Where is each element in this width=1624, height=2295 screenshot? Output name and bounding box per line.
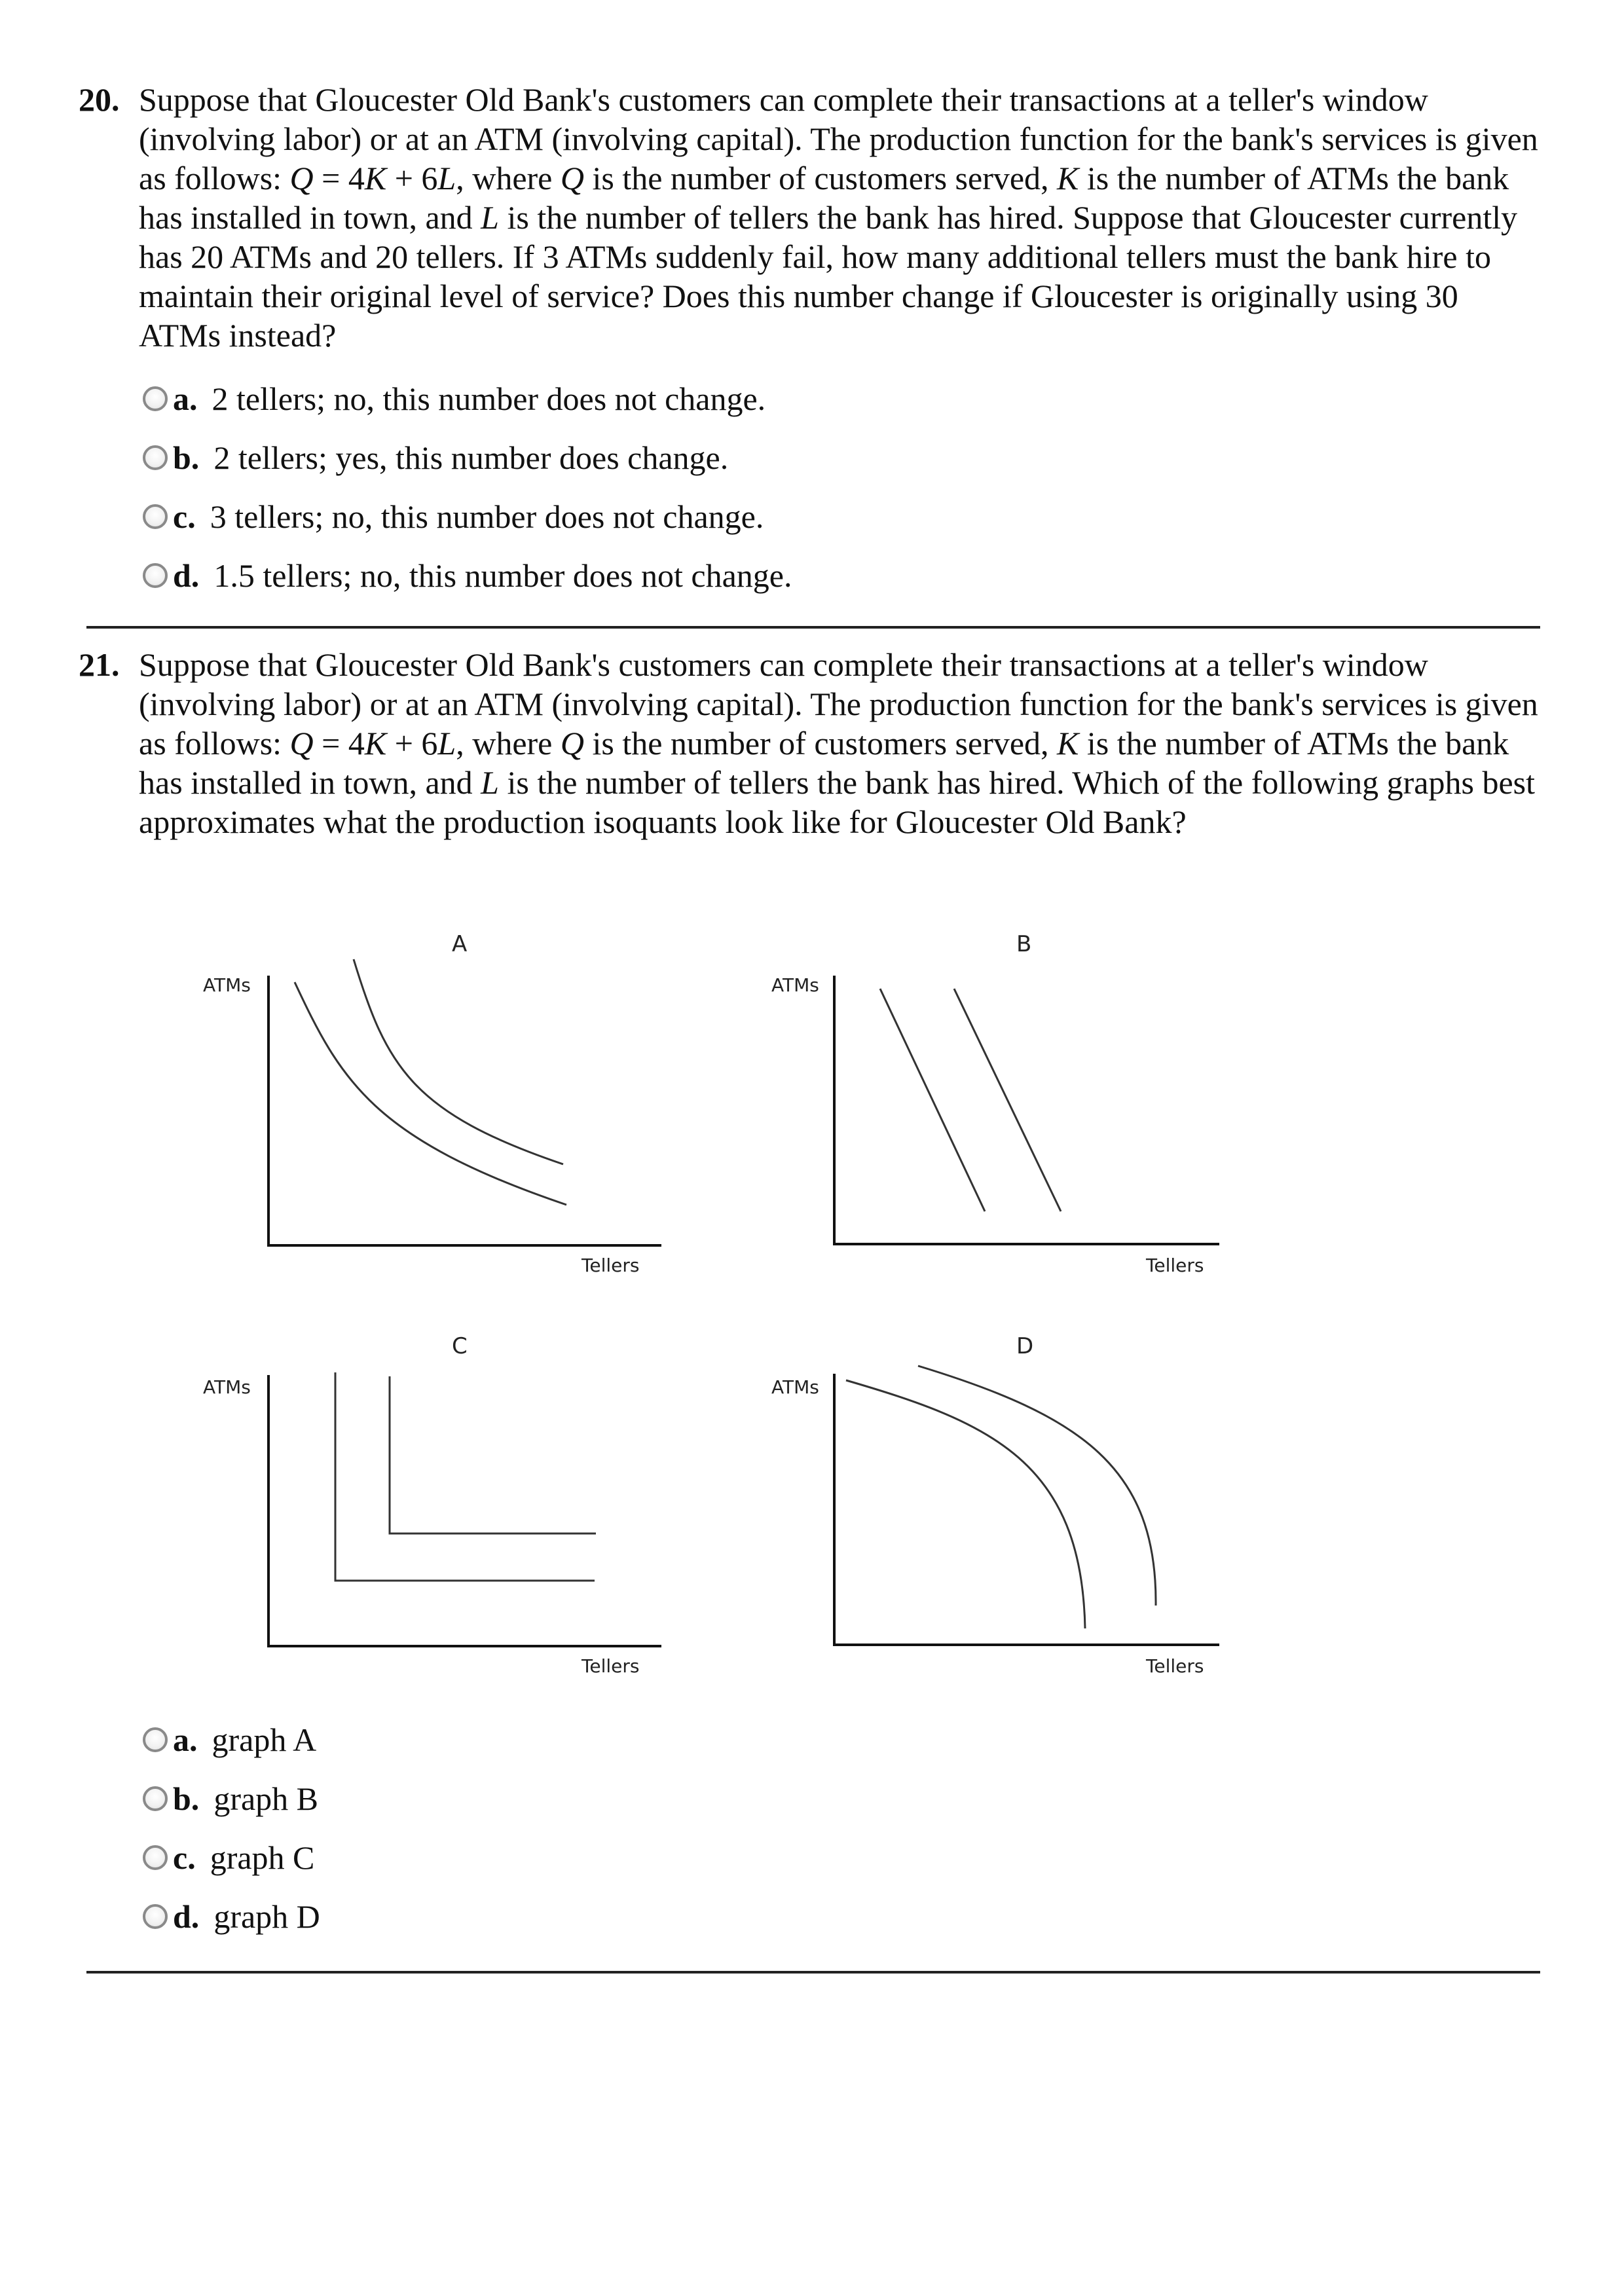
y-axis-label: ATMs: [203, 1376, 251, 1398]
graph-title: A: [452, 931, 468, 957]
graph-a: [190, 923, 688, 1290]
option-d[interactable]: [143, 1887, 1545, 1946]
option-c[interactable]: [143, 487, 1545, 546]
option-letter: c.: [173, 1839, 196, 1876]
option-text: 1.5 tellers; no, this number does not change.: [213, 557, 792, 594]
option-c[interactable]: [143, 1828, 1545, 1887]
radio-button[interactable]: [143, 504, 168, 529]
radio-button[interactable]: [143, 563, 168, 588]
option-d[interactable]: [143, 546, 1545, 605]
x-axis-label: Tellers: [1146, 1655, 1204, 1677]
question-text: Suppose that Gloucester Old Bank's customers can complete their transactions at a teller's window (involving labor) or at an ATM (involving capital). The production function for the bank's services is given as follows: Q = 4K + 6L, where Q is the number of customers served, K is the number of ATMs the bank has installed in town, and L is the number of tellers the bank has hired. Which of the following graphs best approximates what the production isoquants look like for Gloucester Old Bank?: [139, 646, 1538, 840]
graph-c: [190, 1324, 688, 1691]
radio-button[interactable]: [143, 1904, 168, 1929]
graph-title: B: [1016, 931, 1032, 957]
question-20: [79, 80, 1545, 605]
option-a[interactable]: [143, 369, 1545, 428]
isoquant-corner: [390, 1376, 596, 1533]
question-text: Suppose that Gloucester Old Bank's customers can complete their transactions at a teller's window (involving labor) or at an ATM (involving capital). The production function for the bank's services is given as follows: Q = 4K + 6L, where Q is the number of customers served, K is the number of ATMs the bank has installed in town, and L is the number of tellers the bank has hired. Suppose that Gloucester currently has 20 ATMs and 20 tellers. If 3 ATMs suddenly fail, how many additional tellers must the bank hire to maintain their original level of service? Does this number change if Gloucester is originally using 30 ATMs instead?: [139, 81, 1538, 354]
option-text: graph C: [210, 1839, 315, 1876]
option-letter: a.: [173, 380, 198, 417]
option-letter: d.: [173, 1898, 200, 1935]
option-letter: c.: [173, 498, 196, 535]
isoquant-curve: [354, 959, 563, 1164]
graph-title: C: [452, 1333, 468, 1359]
option-text: graph D: [213, 1898, 320, 1935]
question-21: [79, 645, 1545, 841]
option-letter: a.: [173, 1721, 198, 1758]
divider: [86, 626, 1540, 629]
isoquant-corner: [335, 1372, 595, 1581]
axes: [268, 976, 661, 1245]
option-letter: d.: [173, 557, 200, 594]
option-letter: b.: [173, 439, 200, 476]
option-text: 2 tellers; yes, this number does change.: [213, 439, 729, 476]
graph-plot: [190, 1324, 688, 1691]
axes: [268, 1375, 661, 1646]
answer-options: [143, 1710, 1545, 1946]
option-text: graph B: [213, 1780, 319, 1817]
option-b[interactable]: [143, 1769, 1545, 1828]
y-axis-label: ATMs: [771, 1376, 819, 1398]
graph-plot: [754, 923, 1252, 1290]
y-axis-label: ATMs: [203, 974, 251, 996]
y-axis-label: ATMs: [771, 974, 819, 996]
graph-title: D: [1016, 1333, 1034, 1359]
radio-button[interactable]: [143, 1786, 168, 1811]
graph-d: [754, 1324, 1252, 1691]
isoquant-curve: [295, 982, 566, 1205]
radio-button[interactable]: [143, 386, 168, 411]
graph-plot: [754, 1324, 1252, 1691]
option-text: graph A: [212, 1721, 317, 1758]
graph-b: [754, 923, 1252, 1290]
axes: [834, 1374, 1219, 1645]
question-21-options: [79, 1710, 1545, 1946]
option-b[interactable]: [143, 428, 1545, 487]
option-text: 3 tellers; no, this number does not change.: [210, 498, 764, 535]
question-number: 21.: [79, 646, 120, 683]
x-axis-label: Tellers: [1146, 1255, 1204, 1276]
isoquant-curve: [918, 1366, 1156, 1606]
divider: [86, 1971, 1540, 1974]
radio-button[interactable]: [143, 445, 168, 470]
option-a[interactable]: [143, 1710, 1545, 1769]
option-text: 2 tellers; no, this number does not change.: [212, 380, 766, 417]
answer-options: [143, 369, 1545, 605]
radio-button[interactable]: [143, 1727, 168, 1752]
radio-button[interactable]: [143, 1845, 168, 1870]
question-number: 20.: [79, 81, 120, 118]
option-letter: b.: [173, 1780, 200, 1817]
x-axis-label: Tellers: [581, 1655, 640, 1677]
graph-plot: [190, 923, 688, 1290]
x-axis-label: Tellers: [581, 1255, 640, 1276]
